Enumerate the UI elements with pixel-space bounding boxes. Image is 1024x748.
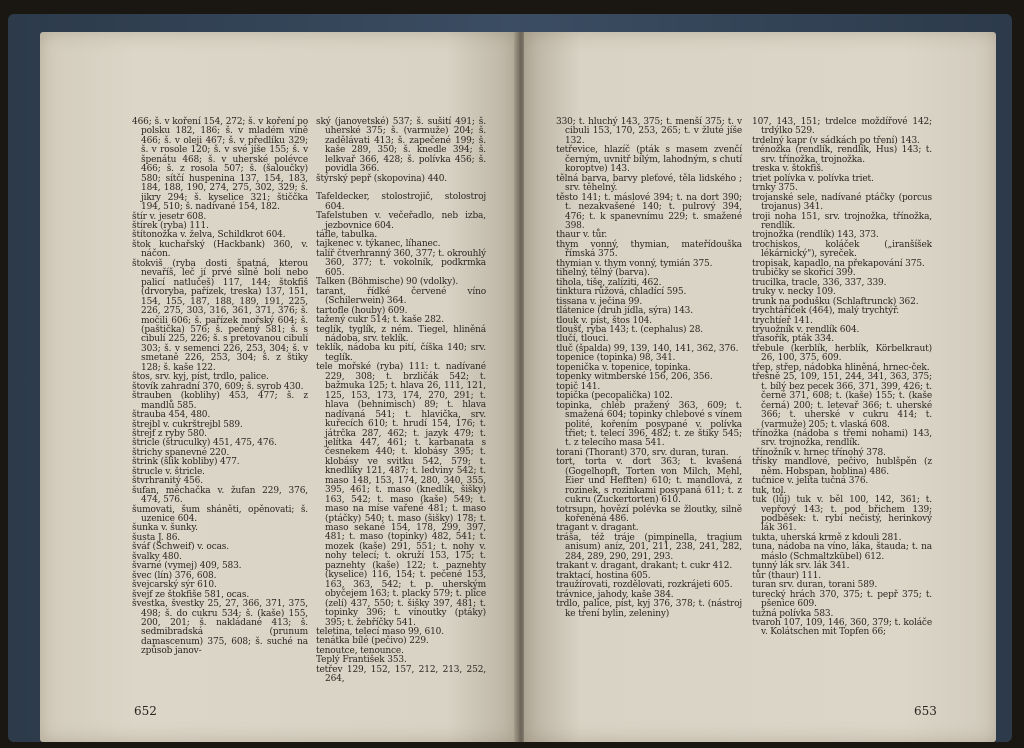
right-column-1 <box>556 118 742 619</box>
index-entry: šumovati, šum sháněti, opěnovati; š. uzenice 604. <box>132 504 308 525</box>
right-page <box>524 32 996 742</box>
index-entry: tinktura růžová, chladící 595. <box>556 287 687 298</box>
index-entry: tloušť, ryba 143; t. (cephalus) 28. <box>556 324 703 335</box>
index-entry: ský (janovetské) 537; š. sušití 491; š. uherské 375; š. (varmuže) 204; š. zadělávati 413; š. zapečené 199; š. kaše 289, 350; š. knedle 394; š. lelkvař 366, 428; š. polívka 456; š. povidla 366. <box>316 117 486 175</box>
index-entry: treska v. štokfiš. <box>752 164 824 175</box>
index-entry: štrucle v. štricle. <box>132 466 205 477</box>
index-entry: třínožník v. hrnec třínohý 378. <box>752 447 886 458</box>
index-entry: šusta J. 86. <box>132 532 181 543</box>
index-entry: tuna, nádoba na víno, láka, štauda; t. na máslo (Schmaltzkübel) 612. <box>752 542 932 562</box>
index-entry: tartofle (houby) 609. <box>316 305 408 316</box>
index-entry: štricle (štruculky) 451, 475, 476. <box>132 438 277 449</box>
index-entry: štýrský pepř (skopovina) 440. <box>316 173 448 184</box>
index-entry: topinka, chléb pražený 363, 609; t. smažená 604; topinky chlebové s vínem polité, kořením posypané v. polívka třiet; t. telecí 396, 482; t. ze štiky 545; t. z telecího masa 541. <box>556 400 742 449</box>
index-entry: švejf ze štokfiše 581, ocas. <box>132 589 250 600</box>
left-column-1 <box>132 118 308 657</box>
index-entry: thaur v. tůr. <box>556 230 608 241</box>
index-entry: traktací, hostina 605. <box>556 570 651 581</box>
index-entry: tažený cukr 514; t. kaše 282. <box>316 315 444 326</box>
index-entry: tihola, tiše, zalíziti, 462. <box>556 277 662 288</box>
index-entry: Tafeldecker, stolostrojič, stolostroj 604. <box>316 192 486 212</box>
left-page-number: 652 <box>134 704 157 718</box>
index-entry: teletina, telecí maso 99, 610. <box>316 627 444 638</box>
index-entry: šváf (Schweif) v. ocas. <box>132 542 229 553</box>
index-entry: štvrhranitý 456. <box>132 476 203 487</box>
index-entry: štrejf z ryby 580. <box>132 428 207 439</box>
index-entry: trychtáříček (464), malý trychtýř. <box>752 306 899 317</box>
index-entry: Talken (Böhmische) 90 (vdolky). <box>316 277 459 288</box>
index-entry: tužná polívka 583. <box>752 608 834 619</box>
index-entry: trubičky se skořicí 399. <box>752 268 856 279</box>
index-entry: 330; t. hluchý 143, 375; t. menší 375; t. v cibuli 153, 170, 253, 265; t. v žluté jíše 132. <box>556 117 742 146</box>
index-entry: turecký hrách 370, 375; t. pepř 375; t. pšenice 609. <box>752 589 932 610</box>
index-entry: štrink (šlik kobliby) 477. <box>132 457 240 468</box>
index-entry: štokviš (ryba dosti špatná, kterou nevaříš, leč jí prvé silně bolí nebo palicí natlučeš) 117, 144; štokfiš (drvoryba, pařízek, treska) 137, 151, 154, 155, 187, 188, 189, 191, 225, 226, 275, 303, 316, 361, 371, 376; š. močili 606; š. pařízek mořský 604; š. (paštička) 576; š. pečený 581; š. s cibulí 225, 226; š. s pretovanou cibulí 303; š. v semenci 226, 253, 304; š. v smetaně 226, 253, 304; š. z štiky 128; š. kaše 122. <box>132 258 308 373</box>
index-entry: trychtíeř 141. <box>752 315 813 326</box>
index-entry: tuk, tol. <box>752 485 787 496</box>
index-entry: topička (pecopalička) 102. <box>556 391 673 402</box>
index-entry: topenice (topinka) 98, 341. <box>556 353 676 364</box>
index-entry: trávnice, jahody, kaše 384. <box>556 589 674 600</box>
index-entry: tuk (lůj) tuk v. běl 100, 142, 361; t. vepřový 143; t. pod břichem 139; podběšek: t. rybí nečistý, herinkový lák 361. <box>752 495 932 534</box>
index-entry: štovík zahradní 370, 609; š. syrob 430. <box>132 381 304 392</box>
index-entry: tůr (thaur) 111. <box>752 570 821 581</box>
index-entry: trakant v. dragant, drakant; t. cukr 412. <box>556 561 733 572</box>
index-entry: turan srv. duran, torani 589. <box>752 580 878 591</box>
index-entry: tvaroh 107, 109, 146, 360, 379; t. koláče v. Kolátschen mit Topfen 66; <box>752 618 932 638</box>
index-entry: švec (lín) 376, 608. <box>132 570 217 581</box>
index-entry: trojanské sele, nadívané ptáčky (porcus trojanus) 341. <box>752 192 932 213</box>
index-entry: štos, srv. kyj, píst, trdlo, palice. <box>132 372 269 383</box>
index-entry: štrauba 454, 480. <box>132 410 211 421</box>
index-entry: 107, 143, 151; trdelce moždířové 142; trdýlko 529. <box>752 117 932 137</box>
index-entry: švestka, švestky 25, 27, 366, 371, 375, 498; š. do cukru 534; š. (kaše) 155, 200, 201; š. nakládané 413; š. sedmibradská (prunum damascenum) 375, 608; š. suché na způsob janov- <box>132 599 308 657</box>
index-entry: thymian v. thym vonný, tymián 375. <box>556 258 713 269</box>
index-entry: tukta, uherská krmě z kdouli 281. <box>752 532 902 543</box>
index-entry: tunný lák srv. lák 341. <box>752 561 850 572</box>
index-entry: tarant, řídké červené víno (Schilerwein) 364. <box>316 286 486 307</box>
index-entry: tryuožník v. rendlík 604. <box>752 324 860 335</box>
index-entry: tělná barva, barvy pleťové, těla lidského ; srv. těhelný. <box>556 173 742 194</box>
index-entry: trucilka, tracle, 336, 337, 339. <box>752 277 887 288</box>
index-entry: švejcarský sýr 610. <box>132 580 217 591</box>
index-entry: Teplý František 353. <box>316 655 407 666</box>
index-entry: třasořík, pták 334. <box>752 334 834 345</box>
index-entry: šufan, měchačka v. žufan 229, 376, 474, 576. <box>132 485 308 506</box>
index-entry: štrejbl v. cukrštrejbl 589. <box>132 419 243 430</box>
index-entry: třísky mandlové, pečivo, hublšpěn (z něm. Hobspan, hoblina) 486. <box>752 457 932 477</box>
index-entry: tetřev 129, 152, 157, 212, 213, 252, 264, <box>316 664 486 685</box>
left-column-2 <box>316 118 486 685</box>
index-entry: tenoutce, tenounce. <box>316 645 404 656</box>
index-entry: trnky 375. <box>752 183 798 194</box>
index-entry: štok kuchařský (Hackbank) 360, v. náčon. <box>132 239 308 260</box>
index-entry: tihelný, tělný (barva). <box>556 268 650 279</box>
index-entry: tajkenec v. týkanec, líhanec. <box>316 239 441 250</box>
index-entry: topenky witmberské 156, 206, 356. <box>556 372 713 383</box>
index-entry: tlátenice (druh jídla, sýra) 143. <box>556 306 693 317</box>
index-entry: tort, torta v. dort 363; t. kvašená (Gogelhopft, Torten von Milch, Mehl, Eier und Hefften) 610; t. mandlová, z rozinek, s rozinkami posypaná 611; t. z cukru (Zuckertorten) 610. <box>556 457 742 506</box>
index-entry: tissana v. ječina 99. <box>556 296 643 307</box>
left-page <box>40 32 518 742</box>
index-entry: trénožka (rendlík, rendlík, Hus) 143; t. srv. třínožka, trojnožka. <box>752 145 932 165</box>
index-entry: táfle, tabulka. <box>316 229 378 240</box>
index-entry: tluč (špalda) 99, 139, 140, 141, 362, 376. <box>556 343 739 354</box>
index-entry: teglík, tyglík, z ném. Tiegel, hliněná nádoba, srv. teklík. <box>316 324 486 344</box>
index-entry: 466; š. v koření 154, 272; š. v koření po polsku 182, 186; š. v mladém víně 466; š. v oleji 467; š. v předlíku 329; š. v rosole 120; š. v své jíše 155; š. v špenátu 468; š. v uherské polévce 466; š. z rosola 507; š. (šaloučky) 580; sítčí huspenina 137, 154, 183, 184, 188, 190, 274, 275, 302, 329; š. jikry 294; š. kyselice 321; štiččka 194, 510; š. nadívané 154, 182. <box>132 117 308 213</box>
index-entry: tropisak, kapadlo, na překapování 375. <box>752 258 925 269</box>
index-entry: tučnice v. jelita tučná 376. <box>752 476 869 487</box>
index-entry: třebule (kerblík, herblík, Körbelkraut) 26, 100, 375, 609. <box>752 343 932 364</box>
index-entry: tlouk v. píst, štos 104. <box>556 315 652 326</box>
open-book <box>8 14 1012 742</box>
index-entry: třep, střep, nádobka hliněná, hrnec-ček. <box>752 362 930 373</box>
index-entry: šunka v. šunky. <box>132 523 198 534</box>
right-page-number: 653 <box>914 704 937 718</box>
right-column-2 <box>752 118 932 638</box>
index-entry: štrauben (koblihy) 453, 477; š. z mandlů 585. <box>132 391 308 411</box>
index-entry: štrichy spanevné 220. <box>132 447 230 458</box>
index-entry: totrsupn, hovězí polévka se žloutky, silně kořeněná 486. <box>556 504 742 525</box>
index-entry: třínožka (nádoba s třemi nohami) 143, srv. trojnožka, rendlík. <box>752 428 932 449</box>
index-entry: třešně 25, 109, 151, 244, 341, 363, 375; t. bílý bez pecek 366, 371, 399, 426; t. černé 371, 608; t. (kaše) 155; t. (kaše černá) 200; t. letevař 366; t. uherské 366; t. uherské v cukru 414; t. (varmuže) 205; t. vlaská 608. <box>752 372 932 430</box>
index-entry: štír v. jesetr 608. <box>132 211 207 222</box>
index-entry: trdlo, palice, píst, kyj 376, 378; t. (nástroj ke tření bylin, zeleniny) <box>556 599 742 619</box>
index-entry: Tafelstuben v. večeřadlo, neb izba, jezbovnice 604. <box>316 211 486 231</box>
index-entry: topič 141. <box>556 381 601 392</box>
index-entry: trochiskos, koláček („iranšíšek lékárnický"), syreček. <box>752 239 932 260</box>
index-entry: švarné (vymej) 409, 583. <box>132 561 242 572</box>
index-entry: tlučí, tlouci. <box>556 334 609 345</box>
index-entry: trojnožka (rendlík) 143, 373. <box>752 230 879 241</box>
index-entry: truky v. necky 109. <box>752 287 836 298</box>
index-entry: teklík, nádoba ku pití, číška 140; srv. teglík. <box>316 343 486 363</box>
index-entry: troji noha 151, srv. trojnožka, třínožka, rendlík. <box>752 211 932 231</box>
index-entry: trdelný kapr (v sádkách po tření) 143. <box>752 135 920 146</box>
index-entry: thym vonný, thymian, mateřídouška římská 375. <box>556 239 742 260</box>
index-entry: tetřevice, hlazíč (pták s masem zvenčí černým, uvnitř bílým, lahodným, s chutí koroptve) 143. <box>556 145 742 175</box>
index-entry: tráša, též tráje (pimpinella, tragium anisum) aníz, 201, 211, 238, 241, 282, 284, 289, 290, 291, 293. <box>556 532 742 562</box>
index-entry: triet polívka v. polívka triet. <box>752 173 874 184</box>
index-entry: talíř čtverhranný 360, 377; t. okrouhlý 360, 377; t. vokolník, podkrmka 605. <box>316 248 486 278</box>
index-entry: traužírovati, rozdělovati, rozkrájeti 605. <box>556 580 733 591</box>
index-entry: tenátka bílé (pečivo) 229. <box>316 636 429 647</box>
index-entry: štírek (ryba) 111. <box>132 220 209 231</box>
index-entry: torani (Thorant) 370, srv. duran, turan. <box>556 447 729 458</box>
index-entry: štítonožka v. želva, Schildkrot 604. <box>132 230 286 241</box>
index-entry: těsto 141; t. máslové 394; t. na dort 390; t. nezakvašené 140; t. pulrový 394, 476; t. k spanevnímu 229; t. smažené 398. <box>556 192 742 231</box>
index-entry: švalky 480. <box>132 551 182 562</box>
index-entry: tele mořské (ryba) 111: t. nadívané 229, 308; t. brzličák 542; t. bažmuka 125; t. hlava 26, 111, 121, 125, 153, 173, 174, 270, 291; t. hlava (behnimisch) 89; t. hlava nadívaná 541; t. hlavička, srv. kuřecích 610; t. hrudí 154, 176; t. játrčka 287, 462; t. jazyk 479; t. jelítka 447, 461; t. karbanata s česnekem 440; t. klobásy 395; t. klobásy ve svitku 542, 579; t. knedlíky 121, 487; t. ledviny 542; t. maso 148, 153, 174, 280, 340, 355, 395, 461; t. maso (knedlík, šišky) 163, 542; t. maso (kaše) 549; t. maso na míse vařené 481; t. maso (ptáčky) 540; t. maso (šišky) 178; t. maso sekané 154, 178, 299, 397, 481; t. maso (topinky) 482, 541; t. mozek (kaše) 291, 551; t. nohy v. nohy telecí; t. okruží 153, 175; t. paznehty (kaše) 122; t. paznehty (kyselice) 116, 154; t. pečené 153, 163, 363, 542; t. p. uherským obyčejem 163; t. placky 579; t. plíce (zelí) 437, 550; t. šišky 397, 481; t. topinky 396; t. vínoutky (ptáky) 395; t. žebříčky 541. <box>316 362 486 628</box>
index-entry: trunk na podušku (Schlaftrunck) 362. <box>752 296 919 307</box>
index-entry: tragant v. dragant. <box>556 523 639 534</box>
index-entry: topenička v. topenice, topinka. <box>556 362 691 373</box>
